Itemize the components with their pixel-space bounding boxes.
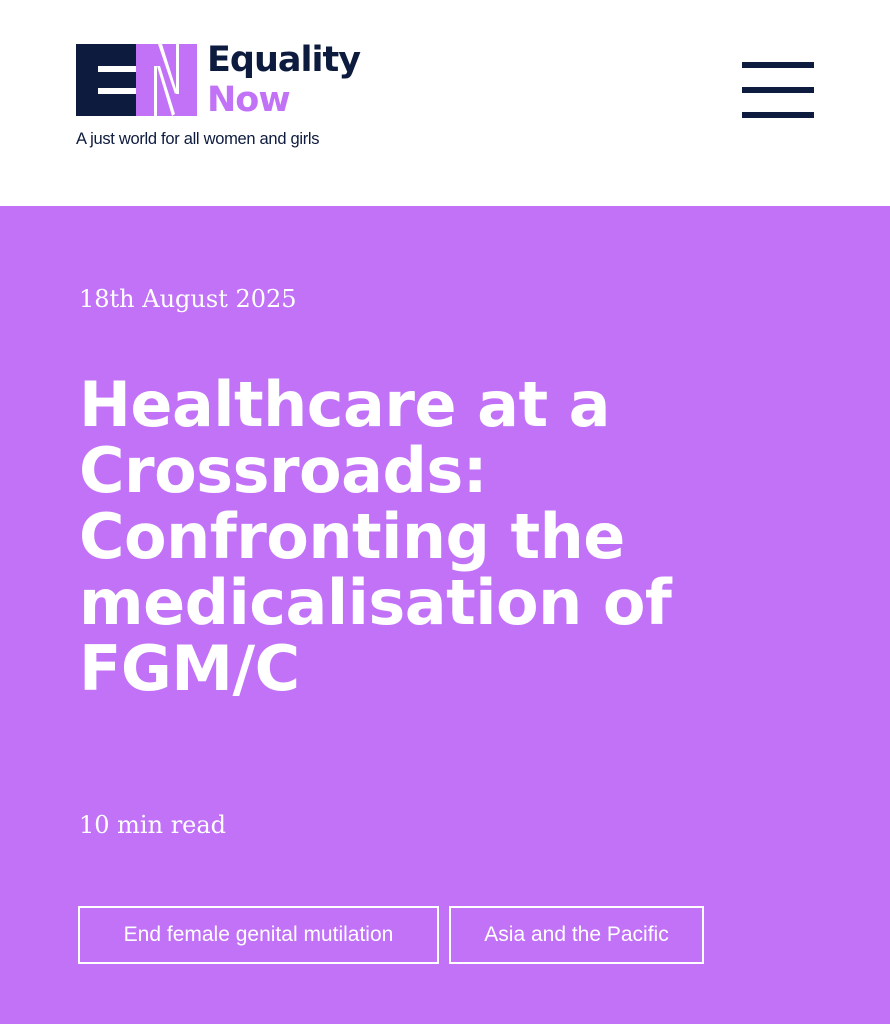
tag-end-female-genital-mutilation[interactable]: End female genital mutilation: [78, 906, 439, 964]
logo-word-now: Now: [207, 80, 290, 120]
tag-asia-and-the-pacific[interactable]: Asia and the Pacific: [449, 906, 704, 964]
menu-bar-middle: [742, 87, 814, 93]
article-title: Healthcare at a Crossroads: Confronting the medicalisation of FGM/C: [79, 368, 672, 705]
read-time: 10 min read: [79, 811, 227, 839]
logo-tagline: A just world for all women and girls: [76, 130, 320, 148]
logo-word-equality: Equality: [207, 40, 361, 80]
hamburger-menu-button[interactable]: [742, 62, 815, 124]
article-hero: [0, 206, 890, 1024]
logo-link[interactable]: [76, 38, 376, 156]
article-date: 18th August 2025: [79, 285, 297, 313]
site-header: [0, 0, 890, 206]
menu-bar-bottom: [742, 112, 814, 118]
menu-bar-top: [742, 62, 814, 68]
equality-now-logo-mark: [76, 44, 197, 116]
